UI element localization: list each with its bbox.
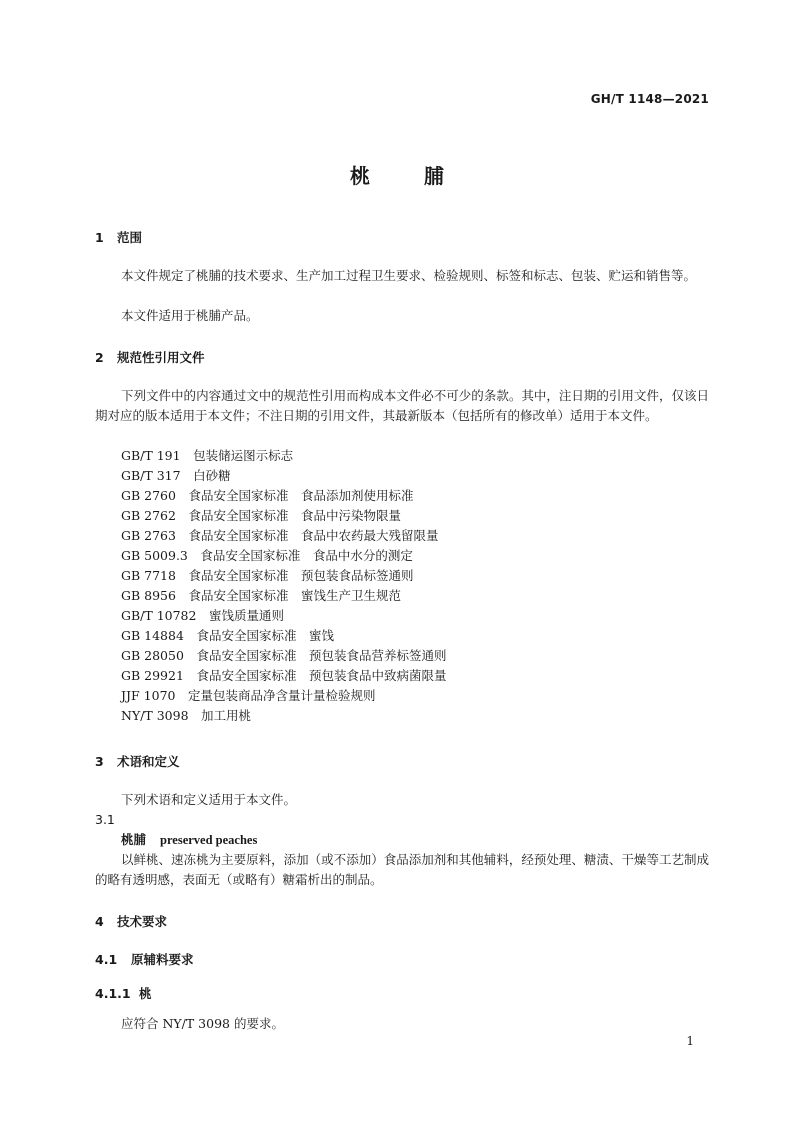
term-number: 3.1 xyxy=(95,812,115,827)
section-title: 规范性引用文件 xyxy=(117,350,205,365)
section-4-1-heading xyxy=(95,950,194,968)
section-number: 2 xyxy=(95,350,104,365)
reference-code: GB 14884 xyxy=(121,628,184,643)
reference-item xyxy=(121,466,446,486)
section-title: 范围 xyxy=(117,230,143,245)
reference-title: 食品安全国家标准 预包装食品标签通则 xyxy=(188,568,414,583)
section-2-paragraph-1 xyxy=(95,386,709,426)
reference-title: 食品安全国家标准 食品中污染物限量 xyxy=(188,508,401,523)
reference-item xyxy=(121,606,446,626)
term-entry xyxy=(121,830,257,850)
reference-title: 食品安全国家标准 蜜饯 xyxy=(196,628,334,643)
section-1-paragraph-1 xyxy=(95,266,709,286)
reference-item xyxy=(121,686,446,706)
reference-title: 包装储运图示标志 xyxy=(193,448,294,463)
reference-title: 白砂糖 xyxy=(193,468,231,483)
reference-item xyxy=(121,706,446,726)
reference-item xyxy=(121,506,446,526)
section-number: 4 xyxy=(95,914,104,929)
reference-title: 蜜饯质量通则 xyxy=(208,608,284,623)
reference-code: GB/T 191 xyxy=(121,448,181,463)
reference-code: GB 29921 xyxy=(121,668,184,683)
title-char-1: 桃 xyxy=(350,164,370,188)
reference-item xyxy=(121,546,446,566)
section-number: 4.1.1 xyxy=(95,986,131,1001)
reference-code: GB 28050 xyxy=(121,648,184,663)
reference-title: 食品安全国家标准 食品中农药最大残留限量 xyxy=(188,528,439,543)
section-4-1-1-heading xyxy=(95,984,152,1002)
paragraph-text: 以鲜桃、速冻桃为主要原料，添加（或不添加）食品添加剂和其他辅料，经预处理、糖渍、干燥等工艺制成的略有透明感，表面无（或略有）糖霜析出的制品。 xyxy=(95,852,709,887)
reference-item xyxy=(121,446,446,466)
section-number: 3 xyxy=(95,754,104,769)
reference-title: 食品安全国家标准 蜜饯生产卫生规范 xyxy=(188,588,401,603)
paragraph-text: 本文件规定了桃脯的技术要求、生产加工过程卫生要求、检验规则、标签和标志、包装、贮运和销售等。 xyxy=(121,268,697,283)
reference-code: GB 2763 xyxy=(121,528,176,543)
document-title xyxy=(0,160,794,189)
reference-code: GB 2760 xyxy=(121,488,176,503)
section-2-heading xyxy=(95,348,205,366)
reference-item xyxy=(121,586,446,606)
reference-code: NY/T 3098 xyxy=(121,708,189,723)
reference-item xyxy=(121,646,446,666)
term-definition xyxy=(95,850,709,890)
reference-code: GB 5009.3 xyxy=(121,548,188,563)
section-number: 1 xyxy=(95,230,104,245)
section-4-heading xyxy=(95,912,167,930)
title-char-2: 脯 xyxy=(424,164,444,188)
reference-code: GB 8956 xyxy=(121,588,176,603)
paragraph-text: 下列术语和定义适用于本文件。 xyxy=(121,792,297,807)
reference-item xyxy=(121,566,446,586)
section-title: 原辅料要求 xyxy=(131,952,194,967)
section-number: 4.1 xyxy=(95,952,118,967)
section-title: 桃 xyxy=(139,986,152,1001)
section-3-heading xyxy=(95,752,180,770)
reference-title: 食品安全国家标准 食品中水分的测定 xyxy=(200,548,413,563)
section-title: 技术要求 xyxy=(117,914,168,929)
reference-code: GB 7718 xyxy=(121,568,176,583)
reference-title: 食品安全国家标准 预包装食品中致病菌限量 xyxy=(196,668,447,683)
paragraph-text: 本文件适用于桃脯产品。 xyxy=(121,308,259,323)
reference-item xyxy=(121,526,446,546)
reference-code: JJF 1070 xyxy=(121,688,176,703)
section-3-paragraph-1 xyxy=(95,790,709,810)
normative-reference-list xyxy=(121,446,446,726)
page-number: 1 xyxy=(686,1034,694,1048)
reference-title: 食品安全国家标准 预包装食品营养标签通则 xyxy=(196,648,447,663)
paragraph-text: 应符合 NY/T 3098 的要求。 xyxy=(121,1016,284,1031)
reference-code: GB/T 317 xyxy=(121,468,181,483)
term-chinese: 桃脯 xyxy=(121,832,147,847)
reference-title: 食品安全国家标准 食品添加剂使用标准 xyxy=(188,488,414,503)
term-english: preserved peaches xyxy=(160,833,258,847)
reference-item xyxy=(121,486,446,506)
reference-item xyxy=(121,626,446,646)
section-1-paragraph-2 xyxy=(95,306,709,326)
standard-code: GH/T 1148—2021 xyxy=(590,92,709,106)
section-4-1-1-paragraph xyxy=(95,1014,709,1034)
reference-code: GB/T 10782 xyxy=(121,608,197,623)
paragraph-text: 下列文件中的内容通过文中的规范性引用而构成本文件必不可少的条款。其中，注日期的引用文件，仅该日期对应的版本适用于本文件；不注日期的引用文件，其最新版本（包括所有的修改单）适用于本文件。 xyxy=(95,388,709,423)
reference-title: 定量包装商品净含量计量检验规则 xyxy=(188,688,376,703)
reference-title: 加工用桃 xyxy=(201,708,252,723)
section-title: 术语和定义 xyxy=(117,754,180,769)
reference-item xyxy=(121,666,446,686)
reference-code: GB 2762 xyxy=(121,508,176,523)
section-1-heading xyxy=(95,228,142,246)
